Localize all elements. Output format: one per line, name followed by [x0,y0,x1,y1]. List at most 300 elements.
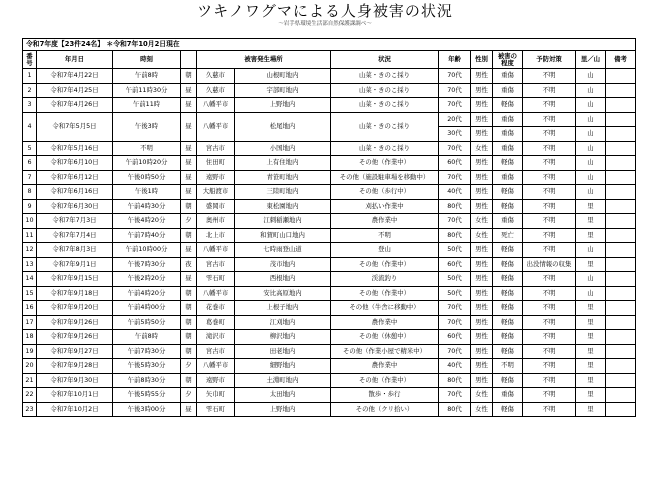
cell-area: 山 [576,141,606,156]
cell-remarks [606,373,636,388]
header-time: 時刻 [113,51,181,69]
cell-no: 4 [23,112,37,141]
summary-as-of: ＊令和7年10月2日現在 [106,40,180,48]
cell-degree: 重傷 [493,170,523,185]
cell-date: 令和7年9月30日 [37,373,113,388]
cell-degree: 死亡 [493,228,523,243]
cell-prevention: 不明 [523,330,576,345]
cell-remarks [606,170,636,185]
cell-period: 夜 [181,257,197,272]
cell-area: 里 [576,228,606,243]
cell-degree: 軽傷 [493,373,523,388]
cell-period: 昼 [181,243,197,258]
cell-situation: 刈払い作業中 [331,199,439,214]
cell-prevention: 不明 [523,141,576,156]
cell-age: 40代 [439,359,471,374]
cell-age: 70代 [439,98,471,113]
cell-place: 宇部町地内 [235,83,331,98]
cell-time: 午前11時30分 [113,83,181,98]
cell-situation: その他（作業中） [331,286,439,301]
bear-damage-table [22,38,636,417]
cell-period: 朝 [181,199,197,214]
cell-place: 松尾地内 [235,112,331,141]
cell-no: 8 [23,185,37,200]
table-row [23,112,636,127]
cell-time: 午後5時30分 [113,359,181,374]
cell-prevention: 不明 [523,286,576,301]
cell-degree: 重傷 [493,388,523,403]
cell-sex: 男性 [471,315,493,330]
cell-situation: 登山 [331,243,439,258]
cell-degree: 軽傷 [493,243,523,258]
cell-sex: 男性 [471,344,493,359]
cell-time: 午後4時20分 [113,214,181,229]
cell-prevention: 不明 [523,98,576,113]
cell-period: 夕 [181,388,197,403]
header-degree: 被害の 程度 [493,51,523,69]
cell-degree: 軽傷 [493,315,523,330]
cell-area: 山 [576,243,606,258]
cell-period: 朝 [181,373,197,388]
cell-area: 里 [576,199,606,214]
table-row [23,330,636,345]
table-row [23,199,636,214]
table-row [23,69,636,84]
table-row [23,141,636,156]
cell-time: 午後3時00分 [113,402,181,417]
cell-age: 70代 [439,214,471,229]
cell-area: 山 [576,83,606,98]
table-row [23,373,636,388]
cell-degree: 軽傷 [493,301,523,316]
cell-situation: その他（作業中） [331,156,439,171]
table-row [23,301,636,316]
cell-situation: その他（施設駐車場を移動中） [331,170,439,185]
cell-age: 50代 [439,272,471,287]
cell-city: 八幡平市 [197,286,235,301]
cell-area: 里 [576,388,606,403]
page-title: ツキノワグマによる人身被害の状況 [197,2,453,20]
cell-date: 令和7年10月1日 [37,388,113,403]
cell-prevention: 不明 [523,199,576,214]
cell-place: 小国地内 [235,141,331,156]
cell-sex: 女性 [471,141,493,156]
cell-age: 70代 [439,301,471,316]
cell-date: 令和7年9月27日 [37,344,113,359]
cell-sex: 男性 [471,257,493,272]
cell-remarks [606,214,636,229]
cell-date: 令和7年7月3日 [37,214,113,229]
cell-situation: 山菜・きのこ採り [331,141,439,156]
cell-remarks [606,69,636,84]
cell-no: 21 [23,373,37,388]
cell-time: 午前4時00分 [113,301,181,316]
cell-degree: 重傷 [493,141,523,156]
table-row [23,286,636,301]
cell-place: 江刈地内 [235,315,331,330]
cell-remarks [606,272,636,287]
cell-place: 山根町地内 [235,69,331,84]
cell-sex: 女性 [471,228,493,243]
cell-situation: 農作業中 [331,359,439,374]
cell-date: 令和7年7月4日 [37,228,113,243]
cell-area: 里 [576,257,606,272]
cell-degree: 軽傷 [493,330,523,345]
cell-sex: 男性 [471,286,493,301]
table-row [23,388,636,403]
cell-area: 山 [576,112,606,127]
cell-degree: 不明 [493,359,523,374]
cell-remarks [606,83,636,98]
cell-age: 60代 [439,156,471,171]
cell-period: 昼 [181,272,197,287]
cell-city: 宮古市 [197,257,235,272]
cell-city: 雫石町 [197,272,235,287]
cell-period: 昼 [181,402,197,417]
cell-situation: 農作業中 [331,214,439,229]
cell-degree: 軽傷 [493,272,523,287]
cell-remarks [606,330,636,345]
cell-age: 70代 [439,69,471,84]
cell-prevention: 不明 [523,228,576,243]
cell-date: 令和7年6月16日 [37,185,113,200]
cell-prevention: 不明 [523,243,576,258]
cell-city: 矢巾町 [197,388,235,403]
cell-date: 令和7年5月16日 [37,141,113,156]
cell-degree: 重傷 [493,69,523,84]
header-situation: 状況 [331,51,439,69]
cell-no: 18 [23,330,37,345]
cell-area: 里 [576,402,606,417]
cell-sex: 男性 [471,69,493,84]
cell-area: 山 [576,272,606,287]
cell-time: 午前7時30分 [113,344,181,359]
cell-sex: 女性 [471,402,493,417]
cell-place: 田老地内 [235,344,331,359]
cell-degree: 軽傷 [493,402,523,417]
header-area: 里／山 [576,51,606,69]
cell-degree: 軽傷 [493,156,523,171]
cell-date: 令和7年9月20日 [37,301,113,316]
cell-situation: 不明 [331,228,439,243]
cell-area: 里 [576,359,606,374]
cell-place: 上根子地内 [235,301,331,316]
cell-period: 昼 [181,141,197,156]
cell-age: 70代 [439,315,471,330]
summary-count: 【23件24名】 [57,40,105,48]
cell-age: 80代 [439,373,471,388]
table-row [23,185,636,200]
cell-no: 23 [23,402,37,417]
cell-city: 盛岡市 [197,199,235,214]
cell-place: 太田地内 [235,388,331,403]
cell-age: 80代 [439,199,471,214]
cell-sex: 女性 [471,214,493,229]
cell-prevention: 不明 [523,272,576,287]
cell-prevention: 不明 [523,359,576,374]
cell-area: 山 [576,156,606,171]
cell-area: 里 [576,315,606,330]
cell-situation: その他（休憩中） [331,330,439,345]
cell-time: 午前7時40分 [113,228,181,243]
cell-no: 17 [23,315,37,330]
cell-city: 大船渡市 [197,185,235,200]
cell-degree: 軽傷 [493,286,523,301]
cell-remarks [606,98,636,113]
cell-no: 19 [23,344,37,359]
cell-age: 70代 [439,170,471,185]
cell-area: 山 [576,69,606,84]
cell-time: 午後1時 [113,185,181,200]
cell-no: 9 [23,199,37,214]
cell-period: 朝 [181,69,197,84]
cell-city: 宮古市 [197,344,235,359]
cell-prevention: 不明 [523,344,576,359]
cell-prevention: 不明 [523,83,576,98]
cell-place: 上野地内 [235,402,331,417]
cell-city: 久慈市 [197,83,235,98]
cell-no: 3 [23,98,37,113]
cell-sex: 男性 [471,170,493,185]
cell-no: 15 [23,286,37,301]
table-row [23,344,636,359]
cell-place: 細野地内 [235,359,331,374]
cell-time: 午前5時50分 [113,315,181,330]
cell-situation: その他（クリ拾い） [331,402,439,417]
cell-age: 70代 [439,388,471,403]
cell-degree: 軽傷 [493,344,523,359]
cell-sex: 女性 [471,388,493,403]
cell-date: 令和7年9月15日 [37,272,113,287]
cell-degree: 軽傷 [493,98,523,113]
cell-place: 東松園地内 [235,199,331,214]
cell-remarks [606,243,636,258]
cell-time: 午後5時55分 [113,388,181,403]
cell-situation: 山菜・きのこ採り [331,112,439,141]
cell-no: 2 [23,83,37,98]
header-age: 年齢 [439,51,471,69]
header-row [23,51,636,69]
cell-remarks [606,185,636,200]
cell-no: 6 [23,156,37,171]
cell-sex: 男性 [471,156,493,171]
cell-area: 里 [576,214,606,229]
cell-period: 朝 [181,301,197,316]
cell-remarks [606,156,636,171]
cell-place: 江刺稲瀬地内 [235,214,331,229]
cell-place: 土淵町地内 [235,373,331,388]
table-row [23,98,636,113]
cell-place: 上有住地内 [235,156,331,171]
cell-prevention: 不明 [523,214,576,229]
cell-time: 午前4時20分 [113,286,181,301]
cell-area: 山 [576,127,606,142]
cell-date: 令和7年9月28日 [37,359,113,374]
cell-age: 20代 [439,112,471,127]
cell-no: 5 [23,141,37,156]
cell-period: 朝 [181,286,197,301]
cell-period: 昼 [181,156,197,171]
cell-date: 令和7年9月26日 [37,315,113,330]
cell-age: 70代 [439,344,471,359]
cell-city: 遠野市 [197,170,235,185]
cell-city: 雫石町 [197,402,235,417]
cell-city: 北上市 [197,228,235,243]
cell-date: 令和7年6月12日 [37,170,113,185]
table-row [23,359,636,374]
cell-date: 令和7年9月1日 [37,257,113,272]
cell-degree: 重傷 [493,83,523,98]
header-prevention: 予防対策 [523,51,576,69]
cell-area: 里 [576,373,606,388]
table-row [23,315,636,330]
cell-situation: 渓流釣り [331,272,439,287]
cell-age: 40代 [439,185,471,200]
cell-city: 葛巻町 [197,315,235,330]
table-row [23,214,636,229]
cell-no: 12 [23,243,37,258]
cell-period: 夕 [181,214,197,229]
cell-remarks [606,141,636,156]
cell-period: 昼 [181,83,197,98]
cell-area: 山 [576,98,606,113]
cell-area: 里 [576,344,606,359]
header-no: 番 号 [23,51,37,69]
cell-city: 奥州市 [197,214,235,229]
cell-remarks [606,359,636,374]
cell-prevention: 不明 [523,315,576,330]
cell-age: 80代 [439,402,471,417]
cell-place: 上野地内 [235,98,331,113]
cell-remarks [606,388,636,403]
header-date: 年月日 [37,51,113,69]
cell-degree: 軽傷 [493,185,523,200]
cell-situation: その他（牛舎に移動中） [331,301,439,316]
cell-age: 70代 [439,141,471,156]
cell-city: 八幡平市 [197,98,235,113]
cell-place: 和賀町山口地内 [235,228,331,243]
cell-prevention: 不明 [523,156,576,171]
cell-sex: 男性 [471,98,493,113]
cell-no: 16 [23,301,37,316]
cell-prevention: 不明 [523,402,576,417]
cell-place: 青笹町地内 [235,170,331,185]
cell-prevention: 不明 [523,127,576,142]
cell-place: 三陸町地内 [235,185,331,200]
cell-date: 令和7年10月2日 [37,402,113,417]
cell-period: 昼 [181,170,197,185]
cell-no: 10 [23,214,37,229]
cell-area: 山 [576,286,606,301]
cell-time: 午後2時20分 [113,272,181,287]
cell-no: 20 [23,359,37,374]
cell-degree: 重傷 [493,112,523,127]
cell-sex: 男性 [471,330,493,345]
cell-remarks [606,257,636,272]
cell-date: 令和7年6月10日 [37,156,113,171]
cell-age: 60代 [439,330,471,345]
cell-city: 八幡平市 [197,112,235,141]
cell-age: 50代 [439,286,471,301]
cell-place: 安比高原地内 [235,286,331,301]
cell-date: 令和7年5月5日 [37,112,113,141]
summary-row [23,39,636,51]
cell-city: 遠野市 [197,373,235,388]
header-place: 被害発生場所 [197,51,331,69]
cell-remarks [606,286,636,301]
header-remarks: 備考 [606,51,636,69]
cell-date: 令和7年6月30日 [37,199,113,214]
cell-no: 7 [23,170,37,185]
cell-age: 80代 [439,228,471,243]
summary-period: 令和7年度 [26,40,58,48]
cell-city: 八幡平市 [197,243,235,258]
cell-area: 里 [576,330,606,345]
cell-sex: 男性 [471,301,493,316]
cell-date: 令和7年8月3日 [37,243,113,258]
cell-period: 昼 [181,185,197,200]
cell-time: 午前4時30分 [113,199,181,214]
cell-time: 不明 [113,141,181,156]
cell-period: 朝 [181,344,197,359]
cell-situation: 農作業中 [331,315,439,330]
cell-sex: 男性 [471,112,493,127]
cell-remarks [606,112,636,127]
cell-sex: 男性 [471,359,493,374]
summary-cell [23,39,636,51]
cell-period: 昼 [181,98,197,113]
cell-remarks [606,301,636,316]
cell-situation: その他（歩行中） [331,185,439,200]
cell-situation: その他（作業中） [331,373,439,388]
cell-age: 30代 [439,127,471,142]
cell-remarks [606,199,636,214]
cell-date: 令和7年9月18日 [37,286,113,301]
cell-prevention: 不明 [523,373,576,388]
cell-no: 11 [23,228,37,243]
cell-prevention: 不明 [523,170,576,185]
cell-age: 70代 [439,83,471,98]
cell-degree: 重傷 [493,214,523,229]
cell-sex: 男性 [471,272,493,287]
cell-no: 22 [23,388,37,403]
cell-time: 午前8時30分 [113,373,181,388]
cell-situation: その他（作業中） [331,257,439,272]
cell-degree: 軽傷 [493,257,523,272]
cell-prevention: 不明 [523,112,576,127]
cell-city: 久慈市 [197,69,235,84]
header-sex: 性別 [471,51,493,69]
cell-age: 50代 [439,243,471,258]
cell-time: 午前10時00分 [113,243,181,258]
cell-sex: 男性 [471,83,493,98]
cell-date: 令和7年4月25日 [37,83,113,98]
cell-age: 60代 [439,257,471,272]
cell-area: 山 [576,170,606,185]
cell-degree: 重傷 [493,127,523,142]
cell-period: 夕 [181,359,197,374]
cell-remarks [606,127,636,142]
cell-city: 八幡平市 [197,359,235,374]
cell-place: 七時雨登山道 [235,243,331,258]
cell-sex: 男性 [471,199,493,214]
cell-time: 午前11時 [113,98,181,113]
cell-city: 宮古市 [197,141,235,156]
table-row [23,272,636,287]
cell-period: 朝 [181,315,197,330]
cell-situation: 山菜・きのこ採り [331,69,439,84]
cell-remarks [606,315,636,330]
